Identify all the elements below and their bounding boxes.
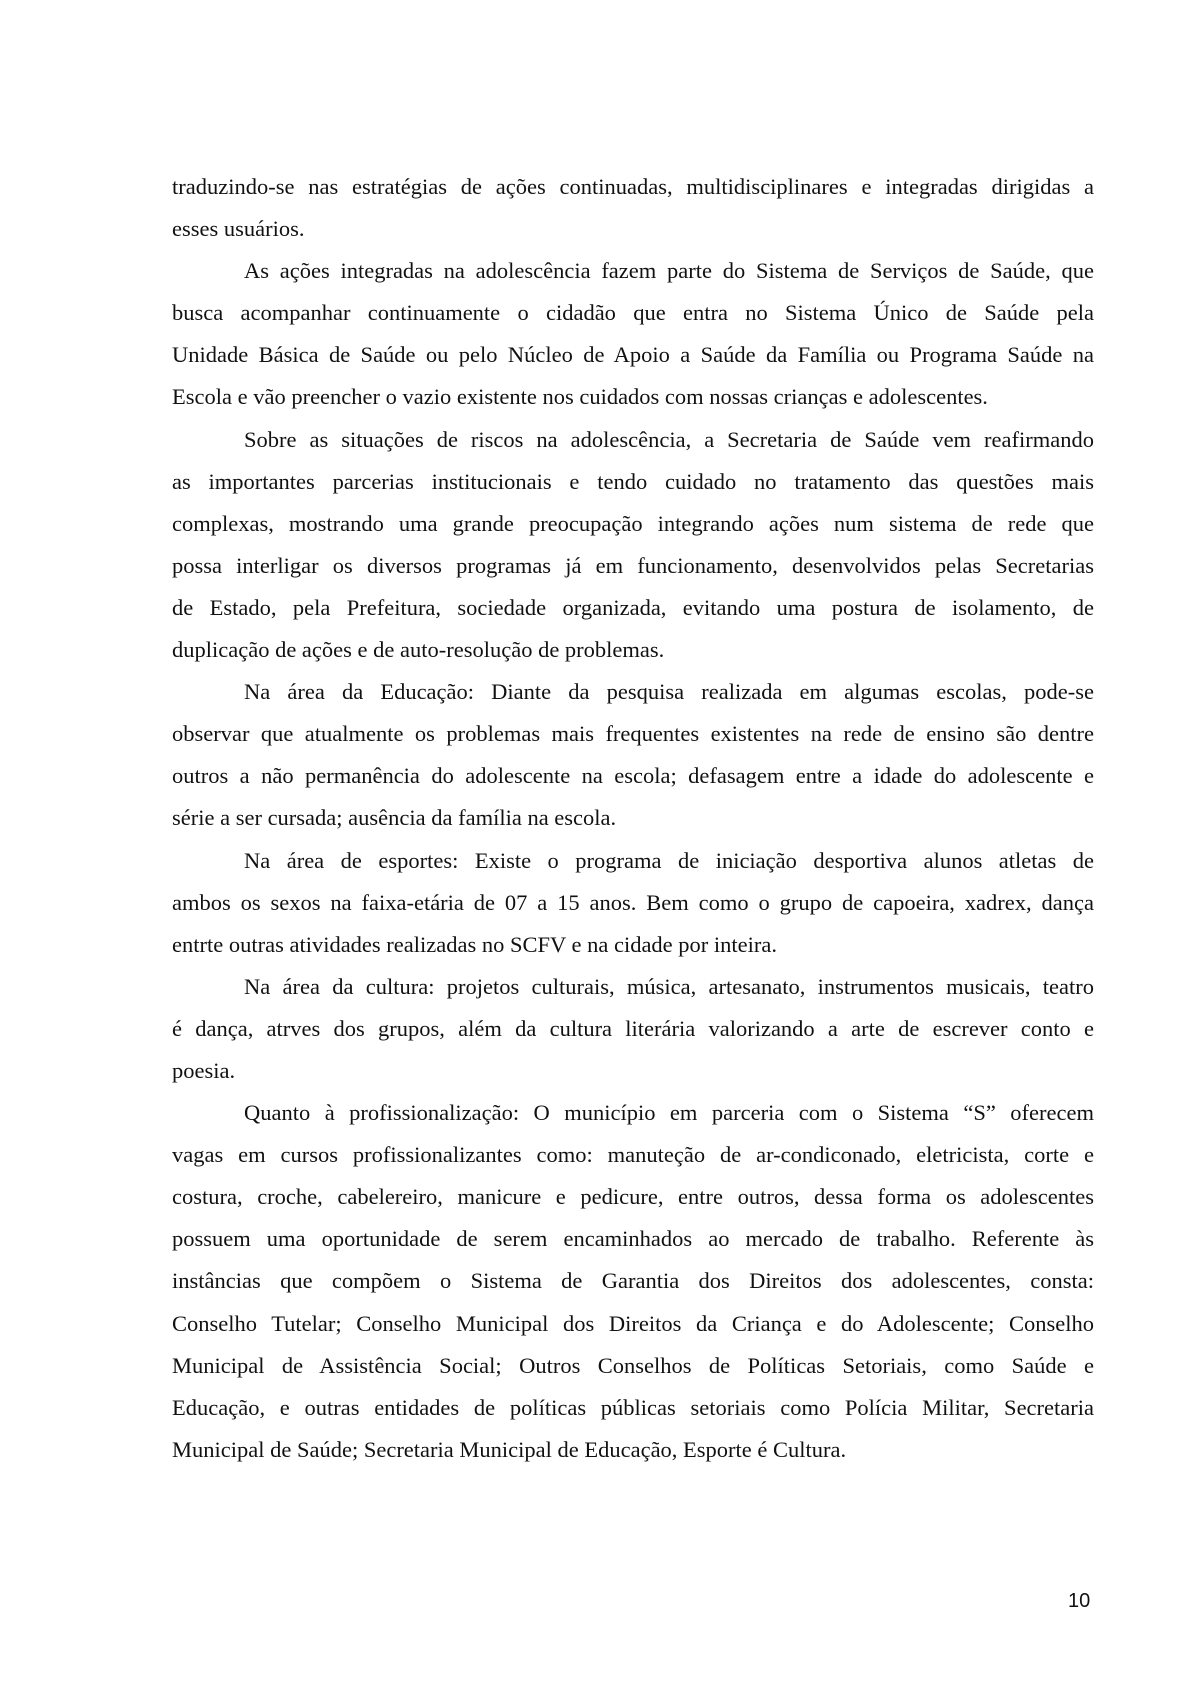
paragraph	[172, 1092, 1094, 1471]
text-line: poesia.	[172, 1057, 236, 1083]
text-line: Municipal de Assistência Social; Outros Conselhos de Políticas Setoriais, como Saúde e	[172, 1352, 1094, 1378]
text-line: ambos os sexos na faixa-etária de 07 a 15 anos. Bem como o grupo de capoeira, xadrex, dança	[172, 889, 1094, 915]
text-line: Conselho Tutelar; Conselho Municipal dos Direitos da Criança e do Adolescente; Conselho	[172, 1310, 1094, 1336]
text-line: outros a não permanência do adolescente na escola; defasagem entre a idade do adolescente e	[172, 763, 1094, 789]
paragraph	[172, 419, 1094, 672]
paragraph	[172, 250, 1094, 418]
text-line: série a ser cursada; ausência da família na escola.	[172, 805, 617, 831]
document-body	[172, 166, 1094, 1471]
page-number: 10	[1068, 1590, 1091, 1612]
text-line: Na área da cultura: projetos culturais, música, artesanato, instrumentos musicais, teatro	[244, 973, 1094, 999]
text-line: Sobre as situações de riscos na adolescência, a Secretaria de Saúde vem reafirmando	[244, 426, 1094, 452]
text-line: traduzindo-se nas estratégias de ações continuadas, multidisciplinares e integradas dirigidas a	[172, 174, 1094, 199]
paragraph	[172, 966, 1094, 1092]
text-line: Educação, e outras entidades de políticas públicas setoriais como Polícia Militar, Secretaria	[172, 1394, 1094, 1420]
text-line: possa interligar os diversos programas já em funcionamento, desenvolvidos pelas Secretarias	[172, 552, 1094, 578]
text-line: As ações integradas na adolescência fazem parte do Sistema de Serviços de Saúde, que	[244, 258, 1094, 284]
text-line: busca acompanhar continuamente o cidadão que entra no Sistema Único de Saúde pela	[172, 300, 1094, 326]
paragraph	[172, 840, 1094, 966]
text-line: Escola e vão preencher o vazio existente nos cuidados com nossas crianças e adolescentes.	[172, 384, 988, 410]
paragraph	[172, 166, 1094, 250]
text-line: as importantes parcerias institucionais e tendo cuidado no tratamento das questões mais	[172, 468, 1094, 494]
text-line: é dança, atrves dos grupos, além da cultura literária valorizando a arte de escrever conto e	[172, 1015, 1094, 1041]
text-line: Municipal de Saúde; Secretaria Municipal de Educação, Esporte é Cultura.	[172, 1436, 847, 1462]
text-line: costura, croche, cabelereiro, manicure e pedicure, entre outros, dessa forma os adolescentes	[172, 1184, 1094, 1210]
text-line: Na área de esportes: Existe o programa de iniciação desportiva alunos atletas de	[244, 847, 1094, 873]
text-line: Na área da Educação: Diante da pesquisa realizada em algumas escolas, pode-se	[244, 679, 1094, 705]
text-line: possuem uma oportunidade de serem encaminhados ao mercado de trabalho. Referente às	[172, 1226, 1094, 1252]
text-line: Quanto à profissionalização: O município em parceria com o Sistema “S” oferecem	[244, 1100, 1094, 1126]
text-line: entrte outras atividades realizadas no SCFV e na cidade por inteira.	[172, 931, 778, 957]
text-line: observar que atualmente os problemas mais frequentes existentes na rede de ensino são dentre	[172, 721, 1094, 747]
paragraph	[172, 671, 1094, 839]
text-line: duplicação de ações e de auto-resolução de problemas.	[172, 637, 665, 663]
text-line: complexas, mostrando uma grande preocupação integrando ações num sistema de rede que	[172, 510, 1094, 536]
text-line: esses usuários.	[172, 216, 305, 242]
text-line: de Estado, pela Prefeitura, sociedade organizada, evitando uma postura de isolamento, de	[172, 594, 1094, 620]
text-line: instâncias que compõem o Sistema de Garantia dos Direitos dos adolescentes, consta:	[172, 1268, 1094, 1294]
text-line: Unidade Básica de Saúde ou pelo Núcleo de Apoio a Saúde da Família ou Programa Saúde na	[172, 342, 1094, 368]
text-line: vagas em cursos profissionalizantes como: manuteção de ar-condiconado, eletricista, corte e	[172, 1142, 1094, 1168]
